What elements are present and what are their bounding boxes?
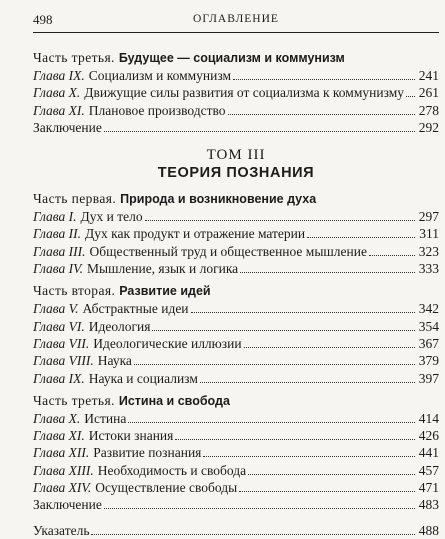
leader-dots bbox=[240, 272, 415, 273]
page-ref: 414 bbox=[418, 410, 439, 426]
chapter-label: Глава V. bbox=[33, 301, 79, 317]
chapter-label: Глава XIII. bbox=[33, 462, 94, 478]
chapter-label: Глава XI. bbox=[33, 428, 85, 444]
chapter-label: Глава I. bbox=[33, 209, 77, 225]
toc-entry bbox=[33, 335, 439, 352]
toc-entry bbox=[33, 370, 439, 387]
page-ref: 379 bbox=[418, 353, 439, 369]
running-title: ОГЛАВЛЕНИЕ bbox=[193, 13, 279, 25]
toc-entry bbox=[33, 479, 439, 496]
chapter-title: Движущие силы развития от социализма к коммунизму bbox=[84, 85, 405, 101]
leader-dots bbox=[152, 330, 415, 331]
chapter-title: Наука bbox=[97, 353, 132, 369]
part-label: Часть первая. bbox=[33, 191, 117, 207]
chapter-title: Истоки знания bbox=[88, 428, 174, 444]
part-label: Часть третья. bbox=[33, 392, 115, 408]
leader-dots bbox=[228, 114, 415, 115]
leader-dots bbox=[134, 364, 415, 365]
part-title: Природа и возникновение духа bbox=[120, 192, 317, 207]
toc-entry bbox=[33, 427, 439, 444]
chapter-title: Осуществление свободы bbox=[95, 480, 238, 496]
volume-title: ТЕОРИЯ ПОЗНАНИЯ bbox=[157, 165, 315, 182]
leader-dots bbox=[239, 491, 415, 492]
part-heading bbox=[33, 281, 439, 300]
chapter-label: Глава III. bbox=[33, 243, 86, 259]
toc-entry bbox=[33, 318, 439, 335]
part-heading bbox=[33, 189, 439, 208]
page-ref: 397 bbox=[418, 370, 439, 386]
chapter-title: Плановое производство bbox=[88, 102, 226, 118]
part-title: Будущее — социализм и коммунизм bbox=[118, 51, 345, 65]
leader-dots bbox=[244, 347, 415, 348]
leader-dots bbox=[104, 508, 415, 509]
chapter-title: Дух как продукт и отражение материи bbox=[85, 226, 306, 242]
page-ref: 426 bbox=[418, 428, 439, 444]
toc-entry bbox=[33, 260, 439, 277]
entry-title: Заключение bbox=[33, 119, 102, 135]
toc-entry bbox=[33, 84, 439, 101]
toc-entry bbox=[33, 225, 439, 242]
toc-entry-index bbox=[33, 522, 439, 539]
toc-entry bbox=[33, 102, 439, 119]
chapter-label: Глава XI. bbox=[33, 102, 85, 118]
leader-dots bbox=[307, 237, 415, 238]
toc-entry bbox=[33, 243, 439, 260]
page-ref: 488 bbox=[418, 522, 439, 538]
chapter-title: Истина bbox=[84, 410, 127, 426]
leader-dots bbox=[128, 422, 415, 423]
page-ref: 483 bbox=[418, 497, 439, 513]
chapter-label: Глава VIII. bbox=[33, 353, 94, 369]
leader-dots bbox=[175, 439, 415, 440]
chapter-title: Общественный труд и общественное мышление bbox=[89, 243, 367, 259]
chapter-label: Глава X. bbox=[33, 410, 81, 426]
chapter-label: Глава VI. bbox=[33, 318, 85, 334]
part-label: Часть вторая. bbox=[33, 283, 116, 299]
leader-dots bbox=[104, 131, 415, 132]
chapter-label: Глава XIV. bbox=[33, 480, 92, 496]
chapter-label: Глава XII. bbox=[33, 445, 90, 461]
spacer bbox=[33, 514, 439, 522]
page-ref: 311 bbox=[419, 226, 439, 242]
leader-dots bbox=[233, 79, 415, 80]
page-ref: 323 bbox=[418, 243, 439, 259]
leader-dots bbox=[191, 312, 415, 313]
page-ref: 261 bbox=[418, 85, 439, 101]
toc-entry bbox=[33, 410, 439, 427]
page-ref: 441 bbox=[418, 445, 439, 461]
page-ref: 241 bbox=[418, 68, 439, 83]
chapter-title: Наука и социализм bbox=[88, 370, 198, 386]
page-number: 498 bbox=[33, 12, 53, 27]
toc-entry bbox=[33, 444, 439, 461]
leader-dots bbox=[406, 96, 415, 97]
toc-entry bbox=[33, 462, 439, 479]
page-ref: 278 bbox=[418, 102, 439, 118]
chapter-title: Дух и тело bbox=[80, 209, 143, 225]
page-ref: 471 bbox=[418, 480, 439, 496]
toc-entry-conclusion bbox=[33, 496, 439, 513]
running-header bbox=[33, 10, 439, 33]
chapter-label: Глава X. bbox=[33, 85, 81, 101]
chapter-title: Развитие познания bbox=[93, 445, 202, 461]
page-ref: 354 bbox=[418, 318, 439, 334]
toc-entry bbox=[33, 300, 439, 317]
toc-entry bbox=[33, 208, 439, 225]
entry-title: Заключение bbox=[33, 497, 102, 513]
toc-entry-conclusion bbox=[33, 119, 439, 136]
chapter-label: Глава IX. bbox=[33, 68, 85, 83]
page-ref: 342 bbox=[418, 301, 439, 317]
part-heading bbox=[33, 48, 439, 67]
chapter-title: Необходимость и свобода bbox=[97, 462, 247, 478]
entry-title: Указатель bbox=[33, 522, 90, 538]
chapter-label: Глава IX. bbox=[33, 370, 85, 386]
page-ref: 457 bbox=[418, 462, 439, 478]
page-ref: 367 bbox=[418, 335, 439, 351]
leader-dots bbox=[91, 534, 415, 535]
chapter-title: Социализм и коммунизм bbox=[88, 68, 232, 83]
part-label: Часть третья. bbox=[33, 50, 115, 65]
chapter-label: Глава IV. bbox=[33, 261, 84, 277]
toc-entry bbox=[33, 67, 439, 84]
leader-dots bbox=[369, 255, 415, 256]
leader-dots bbox=[203, 456, 415, 457]
chapter-title: Идеологические иллюзии bbox=[93, 335, 242, 351]
chapter-label: Глава II. bbox=[33, 226, 82, 242]
page-ref: 333 bbox=[418, 261, 439, 277]
part-title: Развитие идей bbox=[119, 284, 211, 299]
chapter-title: Мышление, язык и логика bbox=[87, 261, 239, 277]
toc-entry bbox=[33, 352, 439, 369]
table-of-contents bbox=[33, 44, 439, 539]
chapter-title: Абстрактные идеи bbox=[82, 301, 189, 317]
leader-dots bbox=[248, 474, 415, 475]
leader-dots bbox=[200, 382, 415, 383]
leader-dots bbox=[145, 220, 415, 221]
part-title: Истина и свобода bbox=[118, 393, 230, 408]
chapter-title: Идеология bbox=[88, 318, 151, 334]
chapter-label: Глава VII. bbox=[33, 335, 90, 351]
page-ref: 292 bbox=[418, 119, 439, 135]
part-heading bbox=[33, 391, 439, 410]
page-ref: 297 bbox=[418, 209, 439, 225]
volume-label: ТОМ III bbox=[206, 147, 266, 164]
